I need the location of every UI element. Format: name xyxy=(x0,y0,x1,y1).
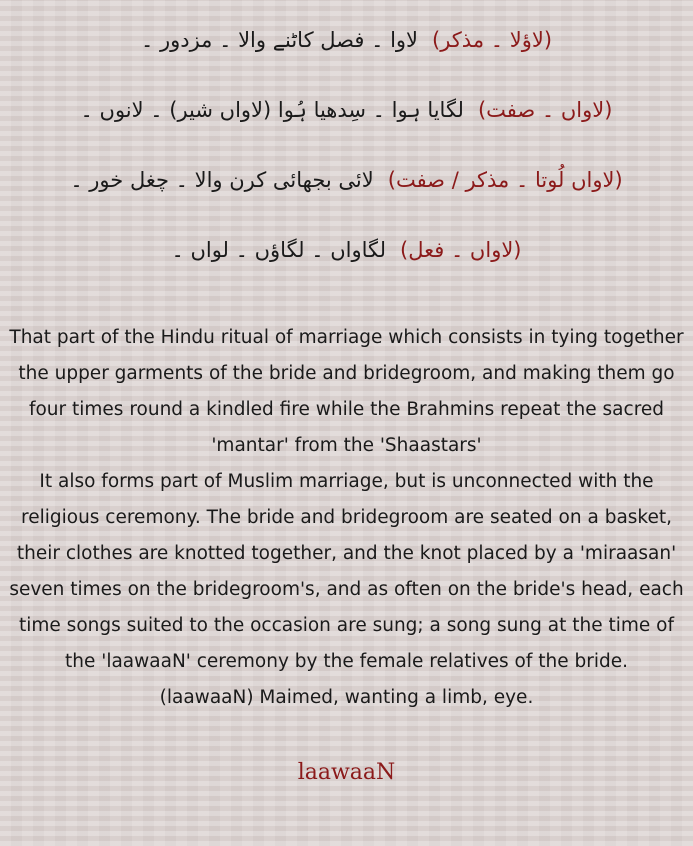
urdu-grammar-label: (لاواں لُوتا ۔ مذکر / صفت) xyxy=(387,168,623,192)
urdu-entry xyxy=(0,236,693,264)
urdu-entry xyxy=(0,26,693,54)
urdu-meaning: لاوا ۔ فصل کاٹنے والا ۔ مزدور ۔ xyxy=(140,28,419,52)
urdu-entry xyxy=(0,96,693,124)
english-definition xyxy=(8,320,685,716)
urdu-meaning: لگایا ہوا ۔ سِدھیا ہُوا (لاواں شیر) ۔ لانوں ۔ xyxy=(80,98,464,122)
headword: laawaaN xyxy=(297,760,396,785)
urdu-grammar-label: (لاؤلا ۔ مذکر) xyxy=(432,28,553,52)
urdu-grammar-label: (لاواں ۔ صفت) xyxy=(477,98,613,122)
urdu-entries xyxy=(0,26,693,306)
definition-paragraph: It also forms part of Muslim marriage, but is unconnected with the religious ceremony. The bride and bridegroom are seated on a basket, their clothes are knotted together, and the knot placed by a 'miraasan' seven times on the bridegroom's, and as often on the bride's head, each time songs suited to the occasion are sung; a song sung at the time of the 'laawaaN' ceremony by the female relatives of the bride. xyxy=(9,471,684,672)
urdu-grammar-label: (لاواں ۔ فعل) xyxy=(400,238,522,262)
definition-paragraph: (laawaaN) Maimed, wanting a limb, eye. xyxy=(159,687,534,708)
urdu-entry xyxy=(0,166,693,194)
urdu-meaning: لگاواں ۔ لگاؤں ۔ لواں ۔ xyxy=(171,238,387,262)
definition-paragraph: That part of the Hindu ritual of marriage which consists in tying together the upper garments of the bride and bridegroom, and making them go four times round a kindled fire while the Brahmins repeat the sacred 'mantar' from the 'Shaastars' xyxy=(9,327,684,456)
urdu-meaning: لائی بجھائی کرن والا ۔ چغل خور ۔ xyxy=(70,168,374,192)
